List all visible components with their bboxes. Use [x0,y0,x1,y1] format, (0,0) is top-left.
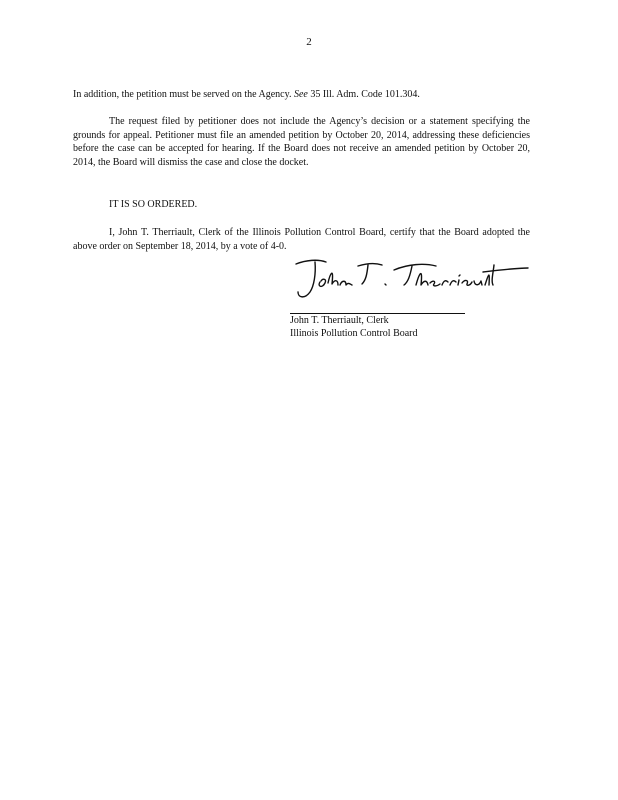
handwritten-signature [290,254,530,312]
service-paragraph [73,88,530,102]
service-text: In addition, the petition must be served on the Agency. [73,89,294,100]
signatory-name: John T. Therriault, Clerk [290,315,389,326]
signatory-organization: Illinois Pollution Control Board [290,328,418,339]
deficiency-paragraph: The request filed by petitioner does not include the Agency’s decision or a statement specifying the grounds for appeal. Petitioner must file an amended petition by October 20, 2014, addressing these deficiencies before the case can be accepted for hearing. If the Board does not receive an amended petition by October 20, 2014, the Board will dismiss the case and close the docket. [73,116,530,168]
certification-paragraph: I, John T. Therriault, Clerk of the Illinois Pollution Control Board, certify that the Board adopted the above order on September 18, 2014, by a vote of 4-0. [73,227,530,252]
code-citation: 35 Ill. Adm. Code 101.304. [307,89,420,100]
see-signal: See [293,89,308,100]
order-statement: IT IS SO ORDERED. [109,199,198,210]
signatory-block [290,314,418,340]
page-number: 2 [306,36,312,48]
signature-block [290,254,530,339]
